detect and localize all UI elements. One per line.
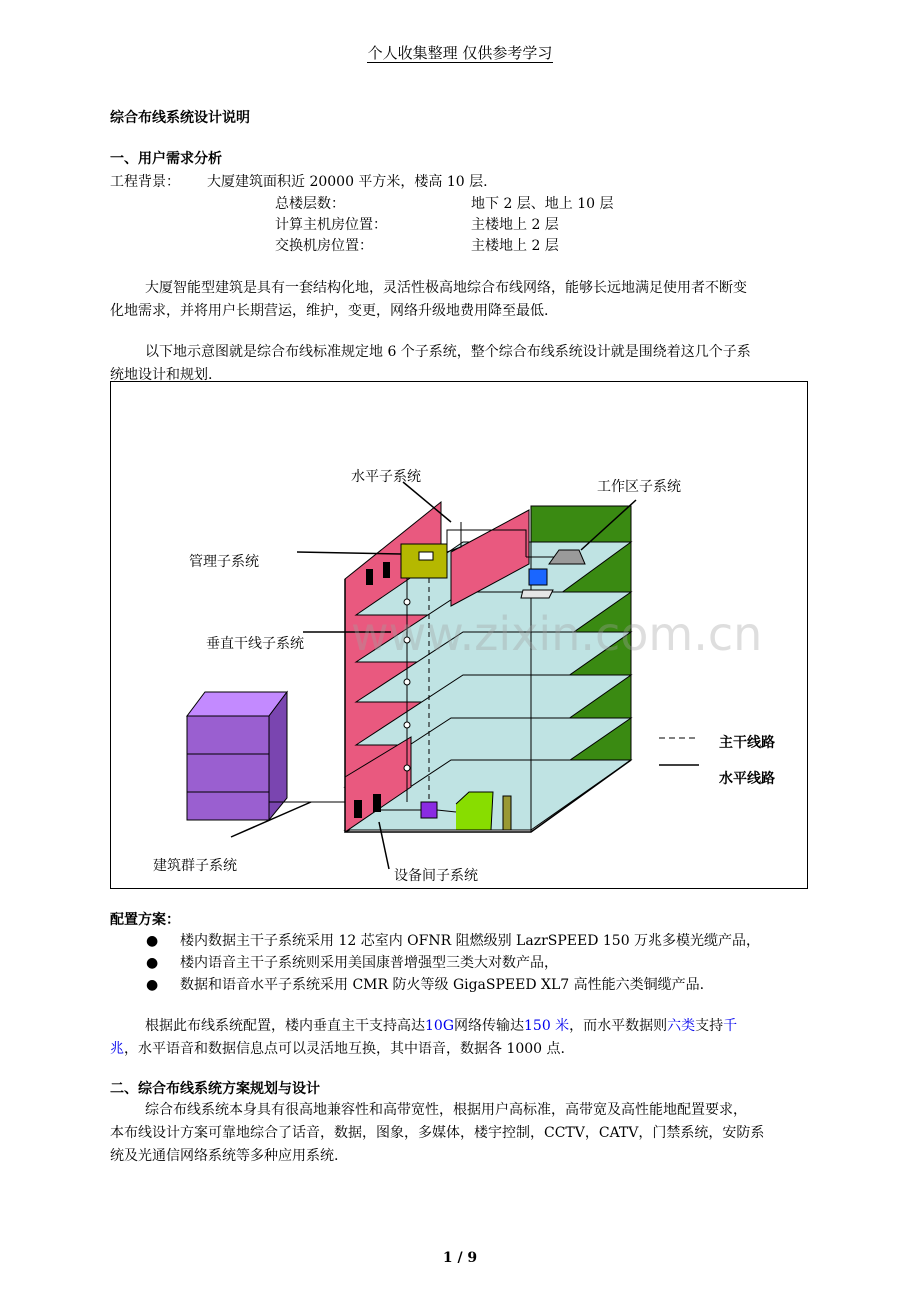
- paragraph-line: 统地设计和规划.: [110, 367, 213, 383]
- text-run: ，水平语音和数据信息点可以灵活地互换，其中语音，数据各 1000 点.: [124, 1041, 565, 1057]
- config-heading: 配置方案：: [110, 912, 180, 928]
- equipment-purple-box: [421, 802, 437, 818]
- highlight-10g: 10G: [425, 1018, 454, 1034]
- watermark: www.zixin.com.cn: [351, 607, 763, 661]
- paragraph-line: 以下地示意图就是综合布线标准规定地 6 个子系统，整个综合布线系统设计就是围绕着这几个子系: [145, 344, 751, 360]
- section2-heading: 二、综合布线系统方案规划与设计: [110, 1081, 320, 1097]
- row-value: 地下 2 层、地上 10 层: [471, 196, 614, 212]
- paragraph-line: 本布线设计方案可靠地综合了话音，数据，图象，多媒体，楼宇控制，CCTV，CATV，门禁系统，安防系: [110, 1125, 765, 1141]
- legend-horizontal-label: 水平线路: [719, 771, 775, 787]
- paragraph-line: 大厦智能型建筑是具有一套结构化地，灵活性极高地综合布线网络，能够长远地满足使用者不断变: [145, 280, 747, 296]
- section1-heading: 一、用户需求分析: [110, 151, 222, 167]
- legend-trunk-label: 主干线路: [719, 735, 775, 751]
- cabling-diagram: [110, 381, 808, 889]
- label-horizontal-subsystem: 水平子系统: [351, 469, 421, 485]
- management-box: [401, 544, 447, 578]
- label-management-subsystem: 管理子系统: [189, 554, 259, 570]
- paragraph-line: 综合布线系统本身具有很高地兼容性和高带宽性，根据用户高标准，高带宽及高性能地配置要求，: [145, 1102, 747, 1118]
- bullet-dot: ●: [146, 977, 159, 993]
- campus-building: [187, 692, 287, 820]
- row-value: 主楼地上 2 层: [471, 217, 559, 233]
- list-item: 楼内语音主干子系统则采用美国康普增强型三类大对数产品，: [180, 955, 558, 971]
- text-run: 网络传输达: [454, 1018, 524, 1034]
- paragraph-line: 化地需求，并将用户长期营运，维护，变更，网络升级地费用降至最低.: [110, 303, 549, 319]
- background-label: 工程背景：: [110, 174, 180, 190]
- text-run: ，而水平数据则: [569, 1018, 668, 1034]
- label-equipment-subsystem: 设备间子系统: [394, 868, 478, 884]
- config-paragraph: [145, 1014, 737, 1039]
- row-label: 总楼层数：: [275, 196, 345, 212]
- bullet-dot: ●: [146, 933, 159, 949]
- page-header: 个人收集整理 仅供参考学习: [367, 44, 553, 62]
- text-run: 根据此布线系统配置，楼内垂直主干支持高达: [145, 1018, 425, 1034]
- text-run: 支持: [695, 1018, 724, 1034]
- row-value: 主楼地上 2 层: [471, 238, 559, 254]
- list-item: 楼内数据主干子系统采用 12 芯室内 OFNR 阻燃级别 LazrSPEED 150 万兆多模光缆产品，: [180, 933, 761, 949]
- label-vertical-subsystem: 垂直干线子系统: [206, 636, 304, 652]
- highlight-gigabit: 千: [723, 1018, 738, 1034]
- highlight-150m: 150 米: [524, 1018, 570, 1034]
- paragraph-line: 统及光通信网络系统等多种应用系统.: [110, 1148, 339, 1164]
- background-text: 大厦建筑面积近 20000 平方米，楼高 10 层.: [207, 174, 488, 190]
- label-work-area-subsystem: 工作区子系统: [597, 479, 681, 495]
- list-item: 数据和语音水平子系统采用 CMR 防火等级 GigaSPEED XL7 高性能六类铜缆产品.: [180, 977, 705, 993]
- row-label: 计算主机房位置：: [275, 217, 387, 233]
- row-label: 交换机房位置：: [275, 238, 373, 254]
- doc-title: 综合布线系统设计说明: [110, 110, 250, 126]
- config-paragraph-line2: [110, 1037, 565, 1062]
- bullet-dot: ●: [146, 955, 159, 971]
- highlight-cat6: 六类: [667, 1018, 696, 1034]
- highlight-gigabit: 兆: [110, 1041, 124, 1057]
- label-campus-subsystem: 建筑群子系统: [153, 858, 237, 874]
- page-number: 1 / 9: [442, 1250, 478, 1266]
- computer-icon: [529, 569, 547, 585]
